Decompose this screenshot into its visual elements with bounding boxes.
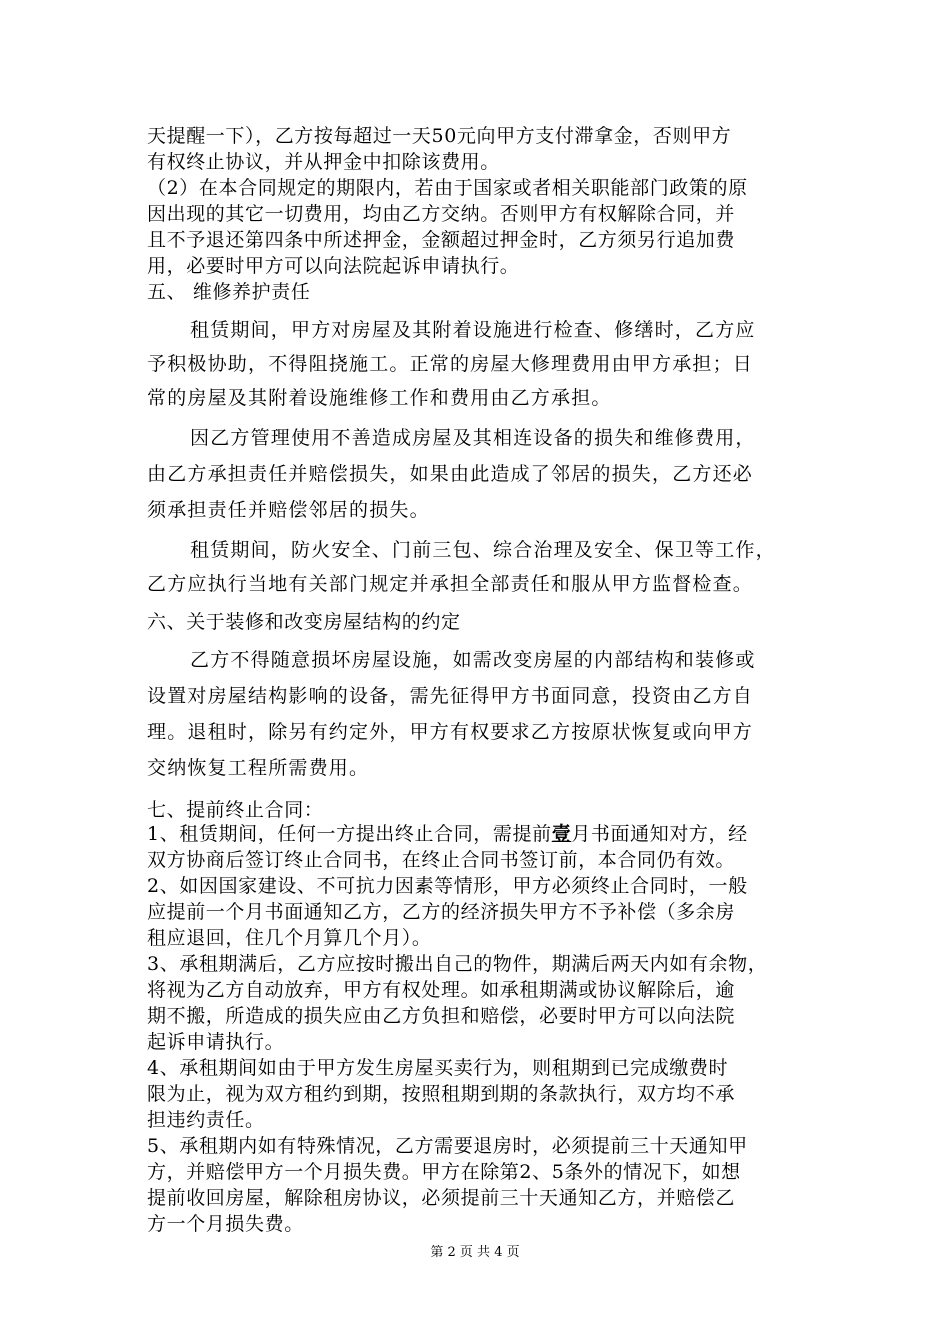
paragraph-line: 有权终止协议，并从押金中扣除该费用。 [147, 151, 500, 173]
paragraph-line: 用，必要时甲方可以向法院起诉申请执行。 [147, 255, 520, 277]
paragraph-line: 3、承租期满后，乙方应按时搬出自己的物件，期满后两天内如有余物， [147, 953, 768, 975]
paragraph-line [147, 822, 827, 846]
paragraph-line: 设置对房屋结构影响的设备，需先征得甲方书面同意，投资由乙方自 [147, 685, 754, 707]
paragraph-line: 5、承租期内如有特殊情况，乙方需要退房时，必须提前三十天通知甲 [147, 1135, 748, 1157]
paragraph-line: 理。退租时，除另有约定外，甲方有权要求乙方按原状恢复或向甲方 [147, 721, 754, 743]
paragraph-line: 租赁期间，防火安全、门前三包、综合治理及安全、保卫等工作， [190, 539, 776, 561]
paragraph-line: 由乙方承担责任并赔偿损失，如果由此造成了邻居的损失，乙方还必 [147, 463, 754, 485]
paragraph-line: 将视为乙方自动放弃，甲方有权处理。如承租期满或协议解除后，逾 [147, 979, 736, 1001]
paragraph-line: 且不予退还第四条中所述押金，金额超过押金时，乙方须另行追加费 [147, 229, 736, 251]
paragraph-line: 常的房屋及其附着设施维修工作和费用由乙方承担。 [147, 387, 612, 409]
paragraph-line: 提前收回房屋，解除租房协议，必须提前三十天通知乙方，并赔偿乙 [147, 1187, 736, 1209]
section-heading: 五、 维修养护责任 [147, 281, 311, 303]
paragraph-line: 租应退回，住几个月算几个月）。 [147, 927, 432, 949]
paragraph-line: 交纳恢复工程所需费用。 [147, 757, 370, 779]
paragraph-line: 因出现的其它一切费用，均由乙方交纳。否则甲方有权解除合同，并 [147, 203, 736, 225]
paragraph-line: 方一个月损失费。 [147, 1213, 304, 1235]
section-heading: 六、关于装修和改变房屋结构的约定 [147, 611, 461, 633]
paragraph-line: 起诉申请执行。 [147, 1031, 285, 1053]
paragraph-line: 担违约责任。 [147, 1109, 265, 1131]
paragraph-line: 租赁期间，甲方对房屋及其附着设施进行检查、修缮时，乙方应 [190, 319, 756, 341]
page-number-footer: 第 2 页 共 4 页 [430, 1245, 520, 1260]
paragraph-line: 应提前一个月书面通知乙方，乙方的经济损失甲方不予补偿（多余房 [147, 901, 736, 923]
paragraph-line: 期不搬，所造成的损失应由乙方负担和赔偿，必要时甲方可以向法院 [147, 1005, 736, 1027]
paragraph-line: 须承担责任并赔偿邻居的损失。 [147, 499, 430, 521]
paragraph-line: 限为止，视为双方租约到期，按照租期到期的条款执行，双方均不承 [147, 1083, 736, 1105]
paragraph-line: 4、承租期间如由于甲方发生房屋买卖行为，则租期到已完成缴费时 [147, 1057, 729, 1079]
paragraph-line: 乙方不得随意损坏房屋设施，如需改变房屋的内部结构和装修或 [190, 649, 756, 671]
emphasized-term: 壹 [551, 823, 572, 845]
paragraph-line: 予积极协助，不得阻挠施工。正常的房屋大修理费用由甲方承担；日 [147, 353, 754, 375]
paragraph-line: 2、如因国家建设、不可抗力因素等情形，甲方必须终止合同时，一般 [147, 875, 748, 897]
section-heading: 七、提前终止合同： [147, 799, 324, 821]
paragraph-line: 双方协商后签订终止合同书，在终止合同书签订前，本合同仍有效。 [147, 849, 736, 871]
paragraph-line: 天提醒一下），乙方按每超过一天50元向甲方支付滞拿金，否则甲方 [147, 125, 732, 147]
clause-text: 月书面通知对方，经 [571, 823, 748, 845]
paragraph-line: 方，并赔偿甲方一个月损失费。甲方在除第2、5条外的情况下，如想 [147, 1161, 741, 1183]
paragraph-line: 因乙方管理使用不善造成房屋及其相连设备的损失和维修费用， [190, 427, 756, 449]
paragraph-line: （2）在本合同规定的期限内，若由于国家或者相关职能部门政策的原 [147, 177, 748, 199]
paragraph-line: 乙方应执行当地有关部门规定并承担全部责任和服从甲方监督检查。 [147, 573, 754, 595]
clause-text: 1、租赁期间，任何一方提出终止合同，需提前 [147, 823, 552, 845]
